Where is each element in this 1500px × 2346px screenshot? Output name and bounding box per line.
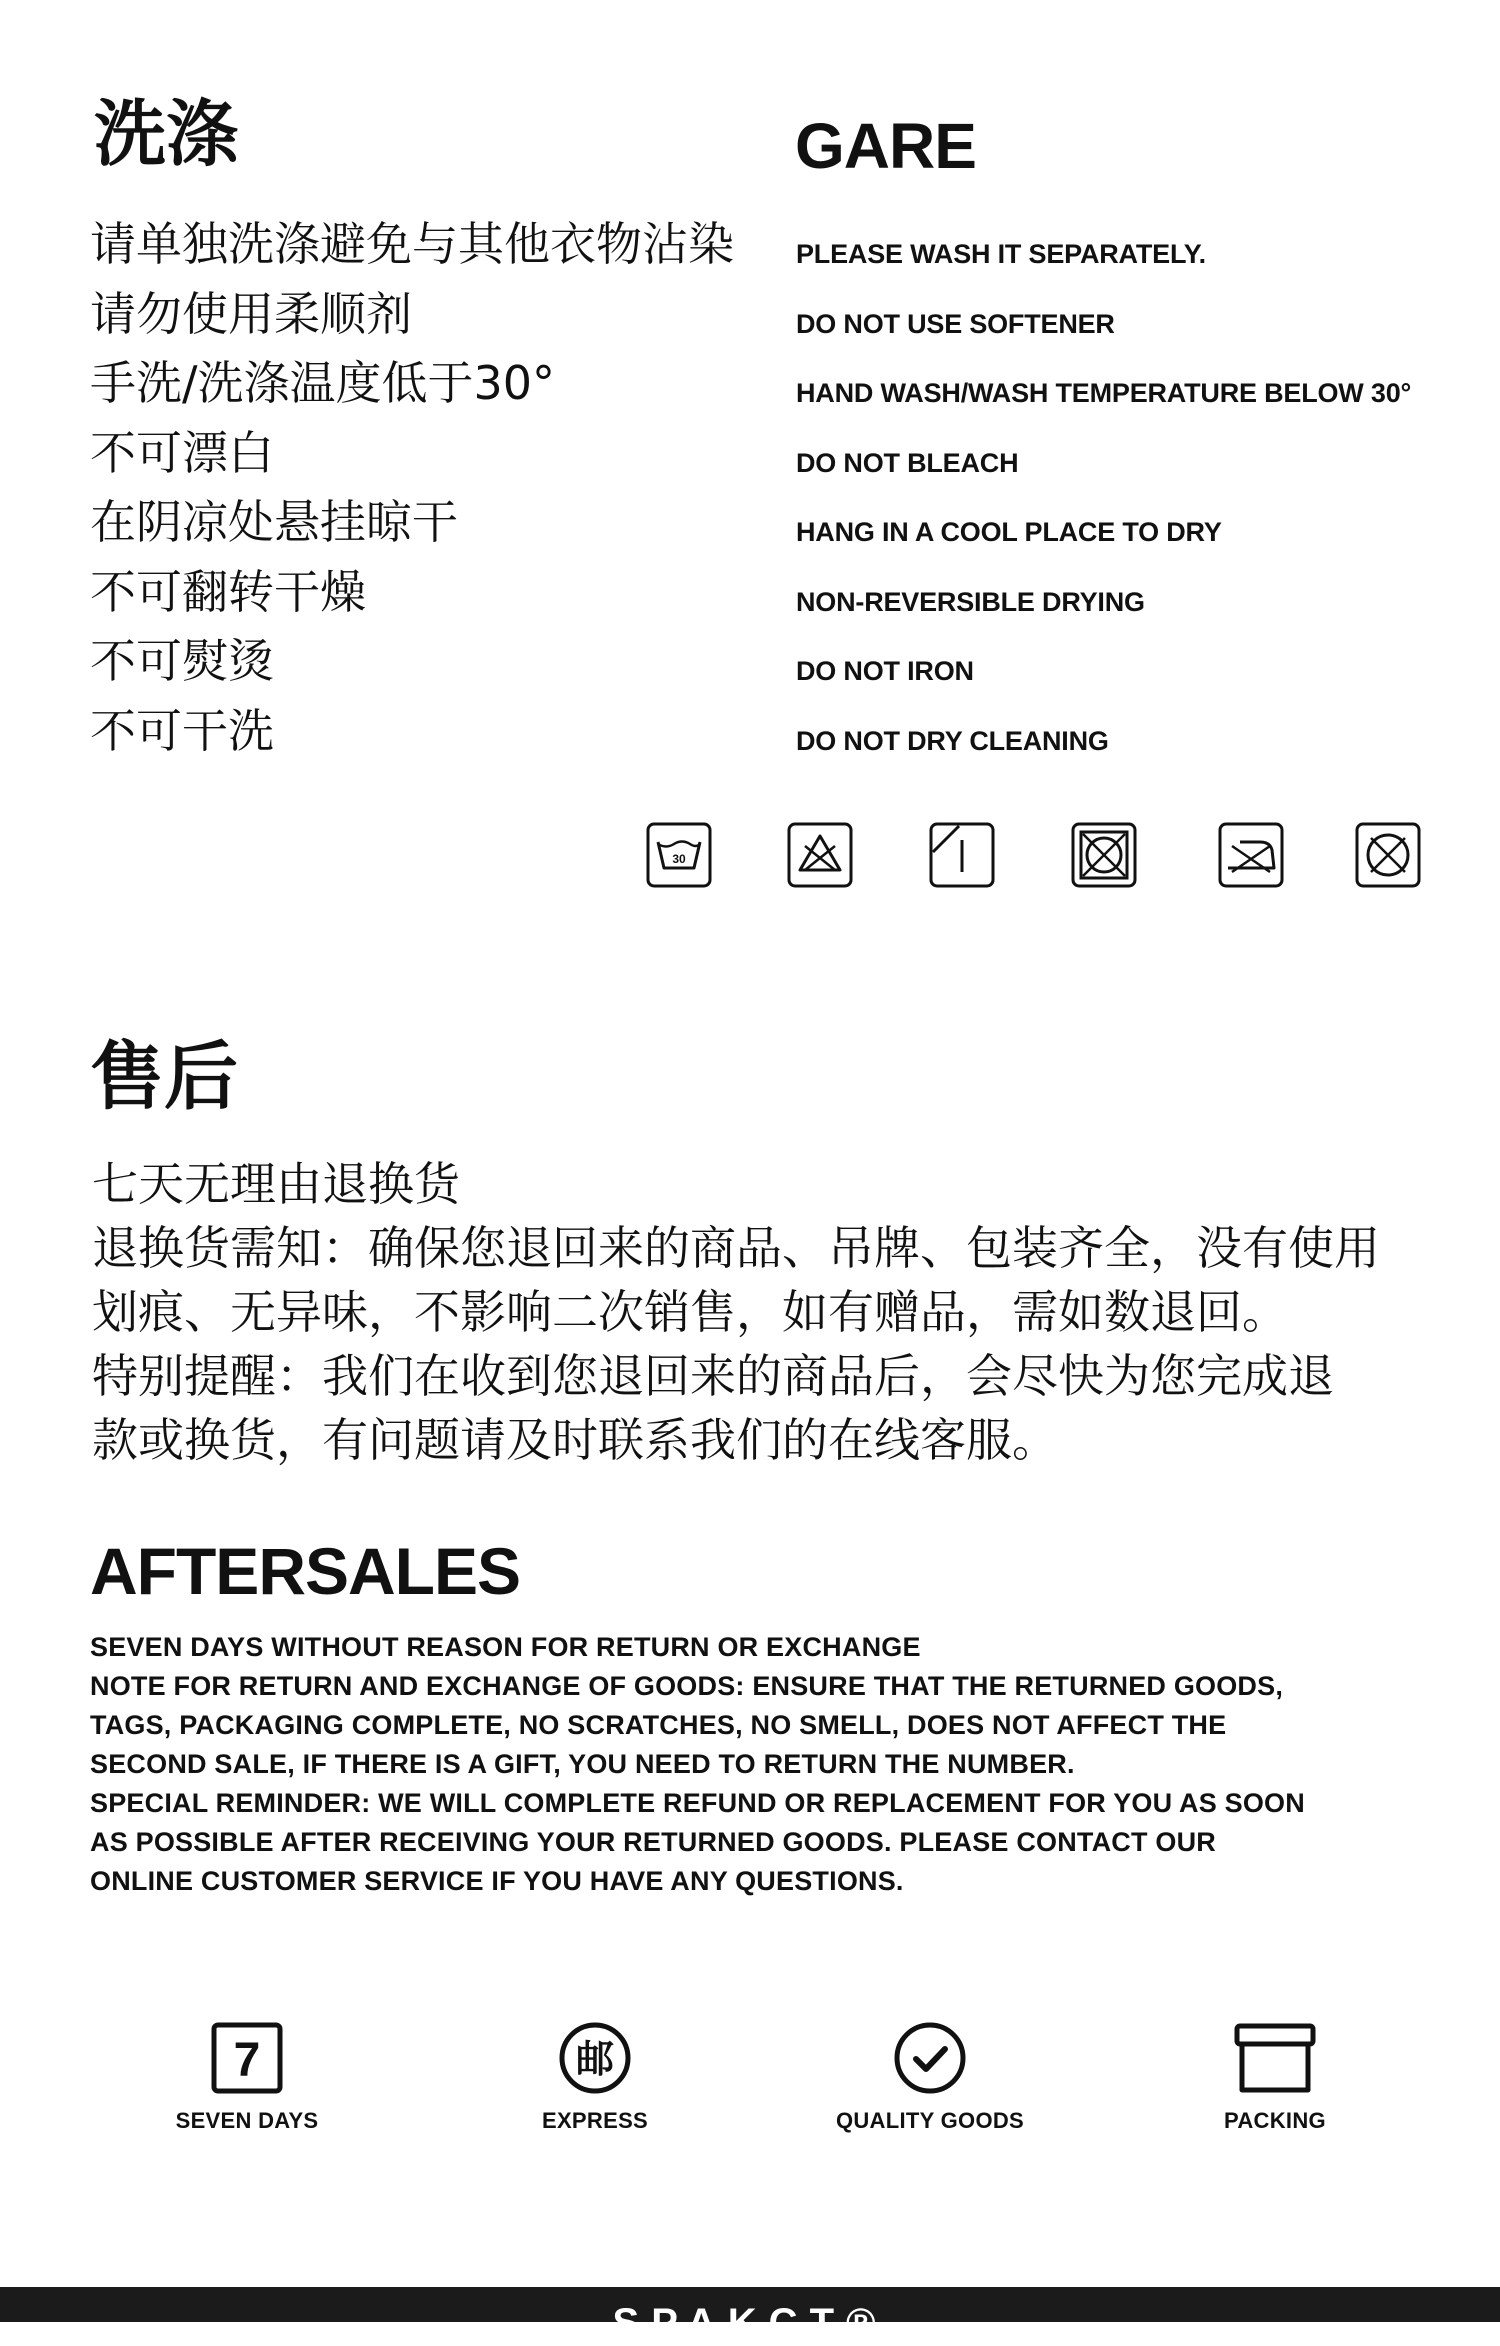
- aftersales-line-en: SECOND SALE, IF THERE IS A GIFT, YOU NEED TO RETURN THE NUMBER.: [90, 1749, 1075, 1779]
- care-item-cn: 不可翻转干燥: [90, 564, 366, 619]
- wash-temp-label: 30: [672, 852, 686, 866]
- care-instructions-cn: [90, 210, 790, 766]
- aftersales-line-en: TAGS, PACKAGING COMPLETE, NO SCRATCHES, NO SMELL, DOES NOT AFFECT THE: [90, 1710, 1227, 1740]
- express-glyph: 邮: [575, 2037, 615, 2081]
- care-item-cn: 不可熨烫: [90, 634, 274, 688]
- wash-30-icon: [646, 822, 712, 888]
- packing-box-icon: [1232, 2020, 1318, 2096]
- care-item-en: DO NOT DRY CLEANING: [796, 725, 1109, 756]
- care-item-cn: 手洗/洗涤温度低于30°: [90, 356, 556, 410]
- care-item-en: DO NOT BLEACH: [796, 447, 1019, 478]
- care-item-cn: 在阴凉处悬挂晾干: [90, 495, 458, 549]
- feature-seven-days: [117, 2020, 377, 2134]
- hang-dry-icon: [929, 822, 995, 888]
- no-bleach-icon: [787, 822, 853, 888]
- aftersales-line-cn: 划痕、无异味，不影响二次销售，如有赠品，需如数退回。: [92, 1285, 1288, 1339]
- care-item-en: HAND WASH/WASH TEMPERATURE BELOW 30°: [796, 378, 1412, 408]
- feature-packing: [1145, 2020, 1405, 2134]
- feature-label: PACKING: [1224, 2108, 1326, 2133]
- care-item-en: DO NOT IRON: [796, 656, 974, 686]
- no-dry-clean-icon: [1355, 822, 1421, 888]
- care-item-cn: 不可干洗: [90, 703, 274, 758]
- quality-check-icon: [892, 2020, 968, 2096]
- care-instructions-en: [796, 220, 1486, 776]
- aftersales-line-en: NOTE FOR RETURN AND EXCHANGE OF GOODS: ENSURE THAT THE RETURNED GOODS,: [90, 1671, 1284, 1701]
- feature-label: QUALITY GOODS: [835, 2108, 1025, 2133]
- express-icon: [557, 2020, 633, 2096]
- care-item-cn: 不可漂白: [90, 425, 274, 480]
- footer-bar: [0, 2287, 1500, 2345]
- aftersales-line-cn: 款或换货，有问题请及时联系我们的在线客服。: [92, 1413, 1058, 1467]
- care-item-cn: 请勿使用柔顺剂: [90, 286, 412, 341]
- no-tumble-dry-icon: [1071, 822, 1137, 888]
- brand-logo: SPAKCT®: [612, 2301, 888, 2345]
- aftersales-title-en: AFTERSALES: [90, 1534, 521, 1608]
- aftersales-line-cn: 七天无理由退换货: [92, 1157, 460, 1211]
- feature-label: EXPRESS: [541, 2108, 649, 2133]
- aftersales-line-en: SPECIAL REMINDER: WE WILL COMPLETE REFUND OR REPLACEMENT FOR YOU AS SOON: [90, 1788, 1305, 1818]
- feature-quality: [800, 2020, 1060, 2134]
- aftersales-text-cn: [92, 1152, 1432, 1472]
- care-item-en: NON-REVERSIBLE DRYING: [796, 586, 1145, 617]
- care-item-en: HANG IN A COOL PLACE TO DRY: [796, 517, 1222, 547]
- aftersales-text-en: [90, 1628, 1430, 1901]
- care-title-cn: 洗涤: [94, 92, 239, 176]
- feature-express: [465, 2020, 725, 2134]
- care-title-en: GARE: [795, 110, 976, 182]
- seven-days-glyph: 7: [233, 2034, 261, 2087]
- aftersales-line-en: ONLINE CUSTOMER SERVICE IF YOU HAVE ANY QUESTIONS.: [90, 1866, 904, 1896]
- care-item-cn: 请单独洗涤避免与其他衣物沾染: [90, 217, 734, 271]
- no-iron-icon: [1218, 822, 1284, 888]
- aftersales-title-cn: 售后: [90, 1034, 238, 1120]
- seven-days-icon: [209, 2020, 285, 2096]
- care-item-en: PLEASE WASH IT SEPARATELY.: [796, 239, 1206, 269]
- aftersales-line-en: AS POSSIBLE AFTER RECEIVING YOUR RETURNED GOODS. PLEASE CONTACT OUR: [90, 1827, 1217, 1857]
- aftersales-line-en: SEVEN DAYS WITHOUT REASON FOR RETURN OR EXCHANGE: [90, 1632, 921, 1662]
- care-item-en: DO NOT USE SOFTENER: [796, 308, 1115, 339]
- feature-label: SEVEN DAYS: [175, 2108, 319, 2133]
- aftersales-line-cn: 退换货需知：确保您退回来的商品、吊牌、包装齐全，没有使用: [92, 1221, 1380, 1275]
- aftersales-line-cn: 特别提醒：我们在收到您退回来的商品后，会尽快为您完成退: [92, 1349, 1334, 1403]
